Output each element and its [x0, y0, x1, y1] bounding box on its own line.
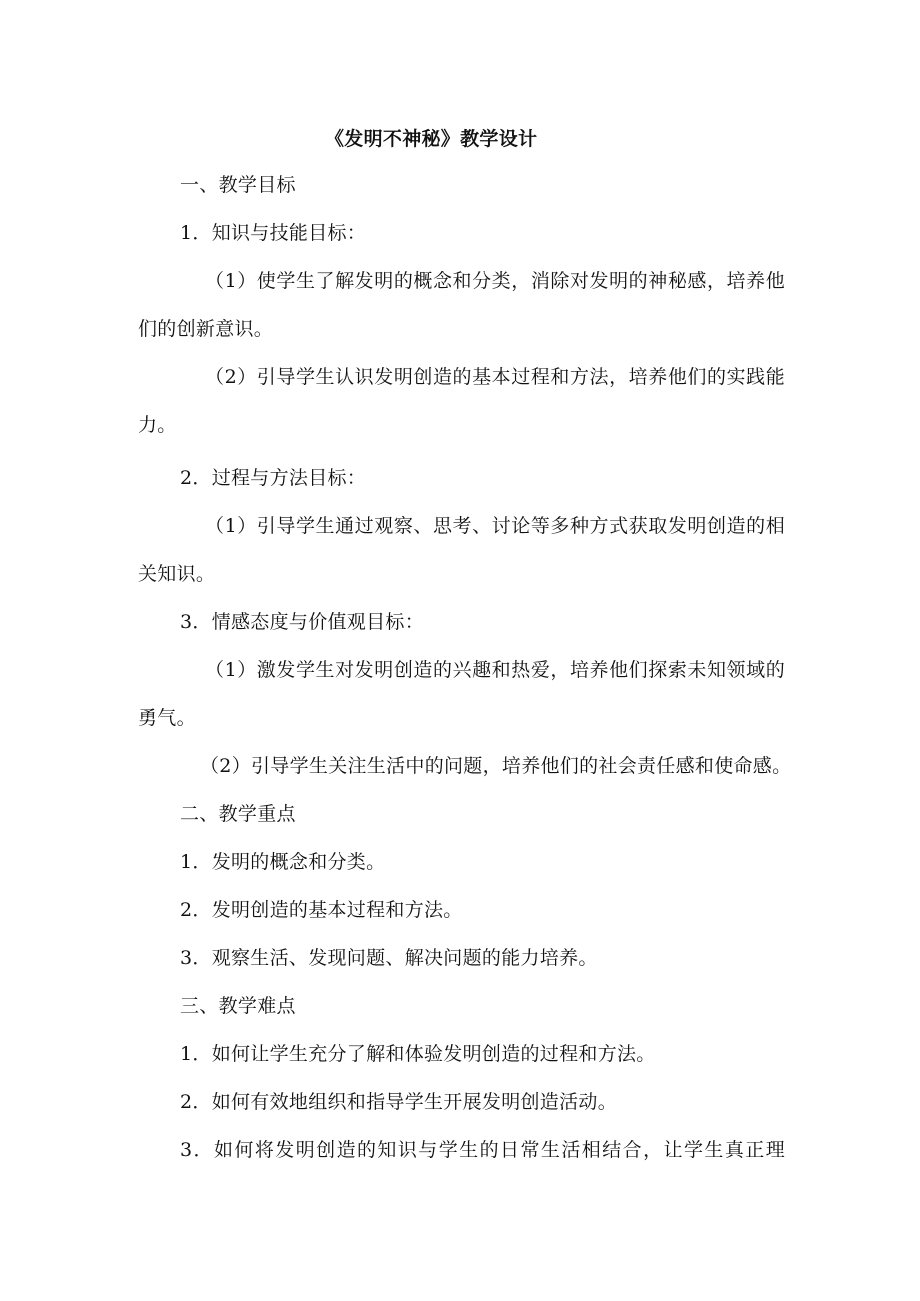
list-item: 1．如何让学生充分了解和体验发明创造的过程和方法。: [180, 1043, 656, 1065]
paragraph-line: （1）激发学生对发明创造的兴趣和热爱，培养他们探索未知领域的: [205, 659, 785, 681]
section-heading-difficulties: 三、教学难点: [180, 995, 296, 1017]
goal-heading-knowledge: 1．知识与技能目标：: [180, 222, 367, 244]
paragraph-line: 关知识。: [138, 563, 216, 585]
paragraph-line: 们的创新意识。: [138, 318, 274, 340]
goal-heading-process: 2．过程与方法目标：: [180, 467, 367, 489]
paragraph-line: 力。: [138, 414, 177, 436]
page-title: 《发明不神秘》教学设计: [325, 128, 538, 150]
list-item: 2．发明创造的基本过程和方法。: [180, 899, 463, 921]
paragraph-line: （2）引导学生认识发明创造的基本过程和方法，培养他们的实践能: [205, 366, 785, 388]
section-heading-key-points: 二、教学重点: [180, 803, 296, 825]
section-heading-objectives: 一、教学目标: [180, 174, 296, 196]
list-item: 3．如何将发明创造的知识与学生的日常生活相结合，让学生真正理: [180, 1139, 785, 1161]
paragraph-line: （2）引导学生关注生活中的问题，培养他们的社会责任感和使命感。: [200, 755, 792, 777]
goal-heading-attitude: 3．情感态度与价值观目标：: [180, 611, 424, 633]
list-item: 3．观察生活、发现问题、解决问题的能力培养。: [180, 947, 598, 969]
paragraph-line: （1）使学生了解发明的概念和分类，消除对发明的神秘感，培养他: [205, 270, 785, 292]
paragraph-line: 勇气。: [138, 707, 196, 729]
paragraph-line: （1）引导学生通过观察、思考、讨论等多种方式获取发明创造的相: [205, 515, 785, 537]
list-item: 2．如何有效地组织和指导学生开展发明创造活动。: [180, 1091, 617, 1113]
list-item: 1．发明的概念和分类。: [180, 851, 386, 873]
